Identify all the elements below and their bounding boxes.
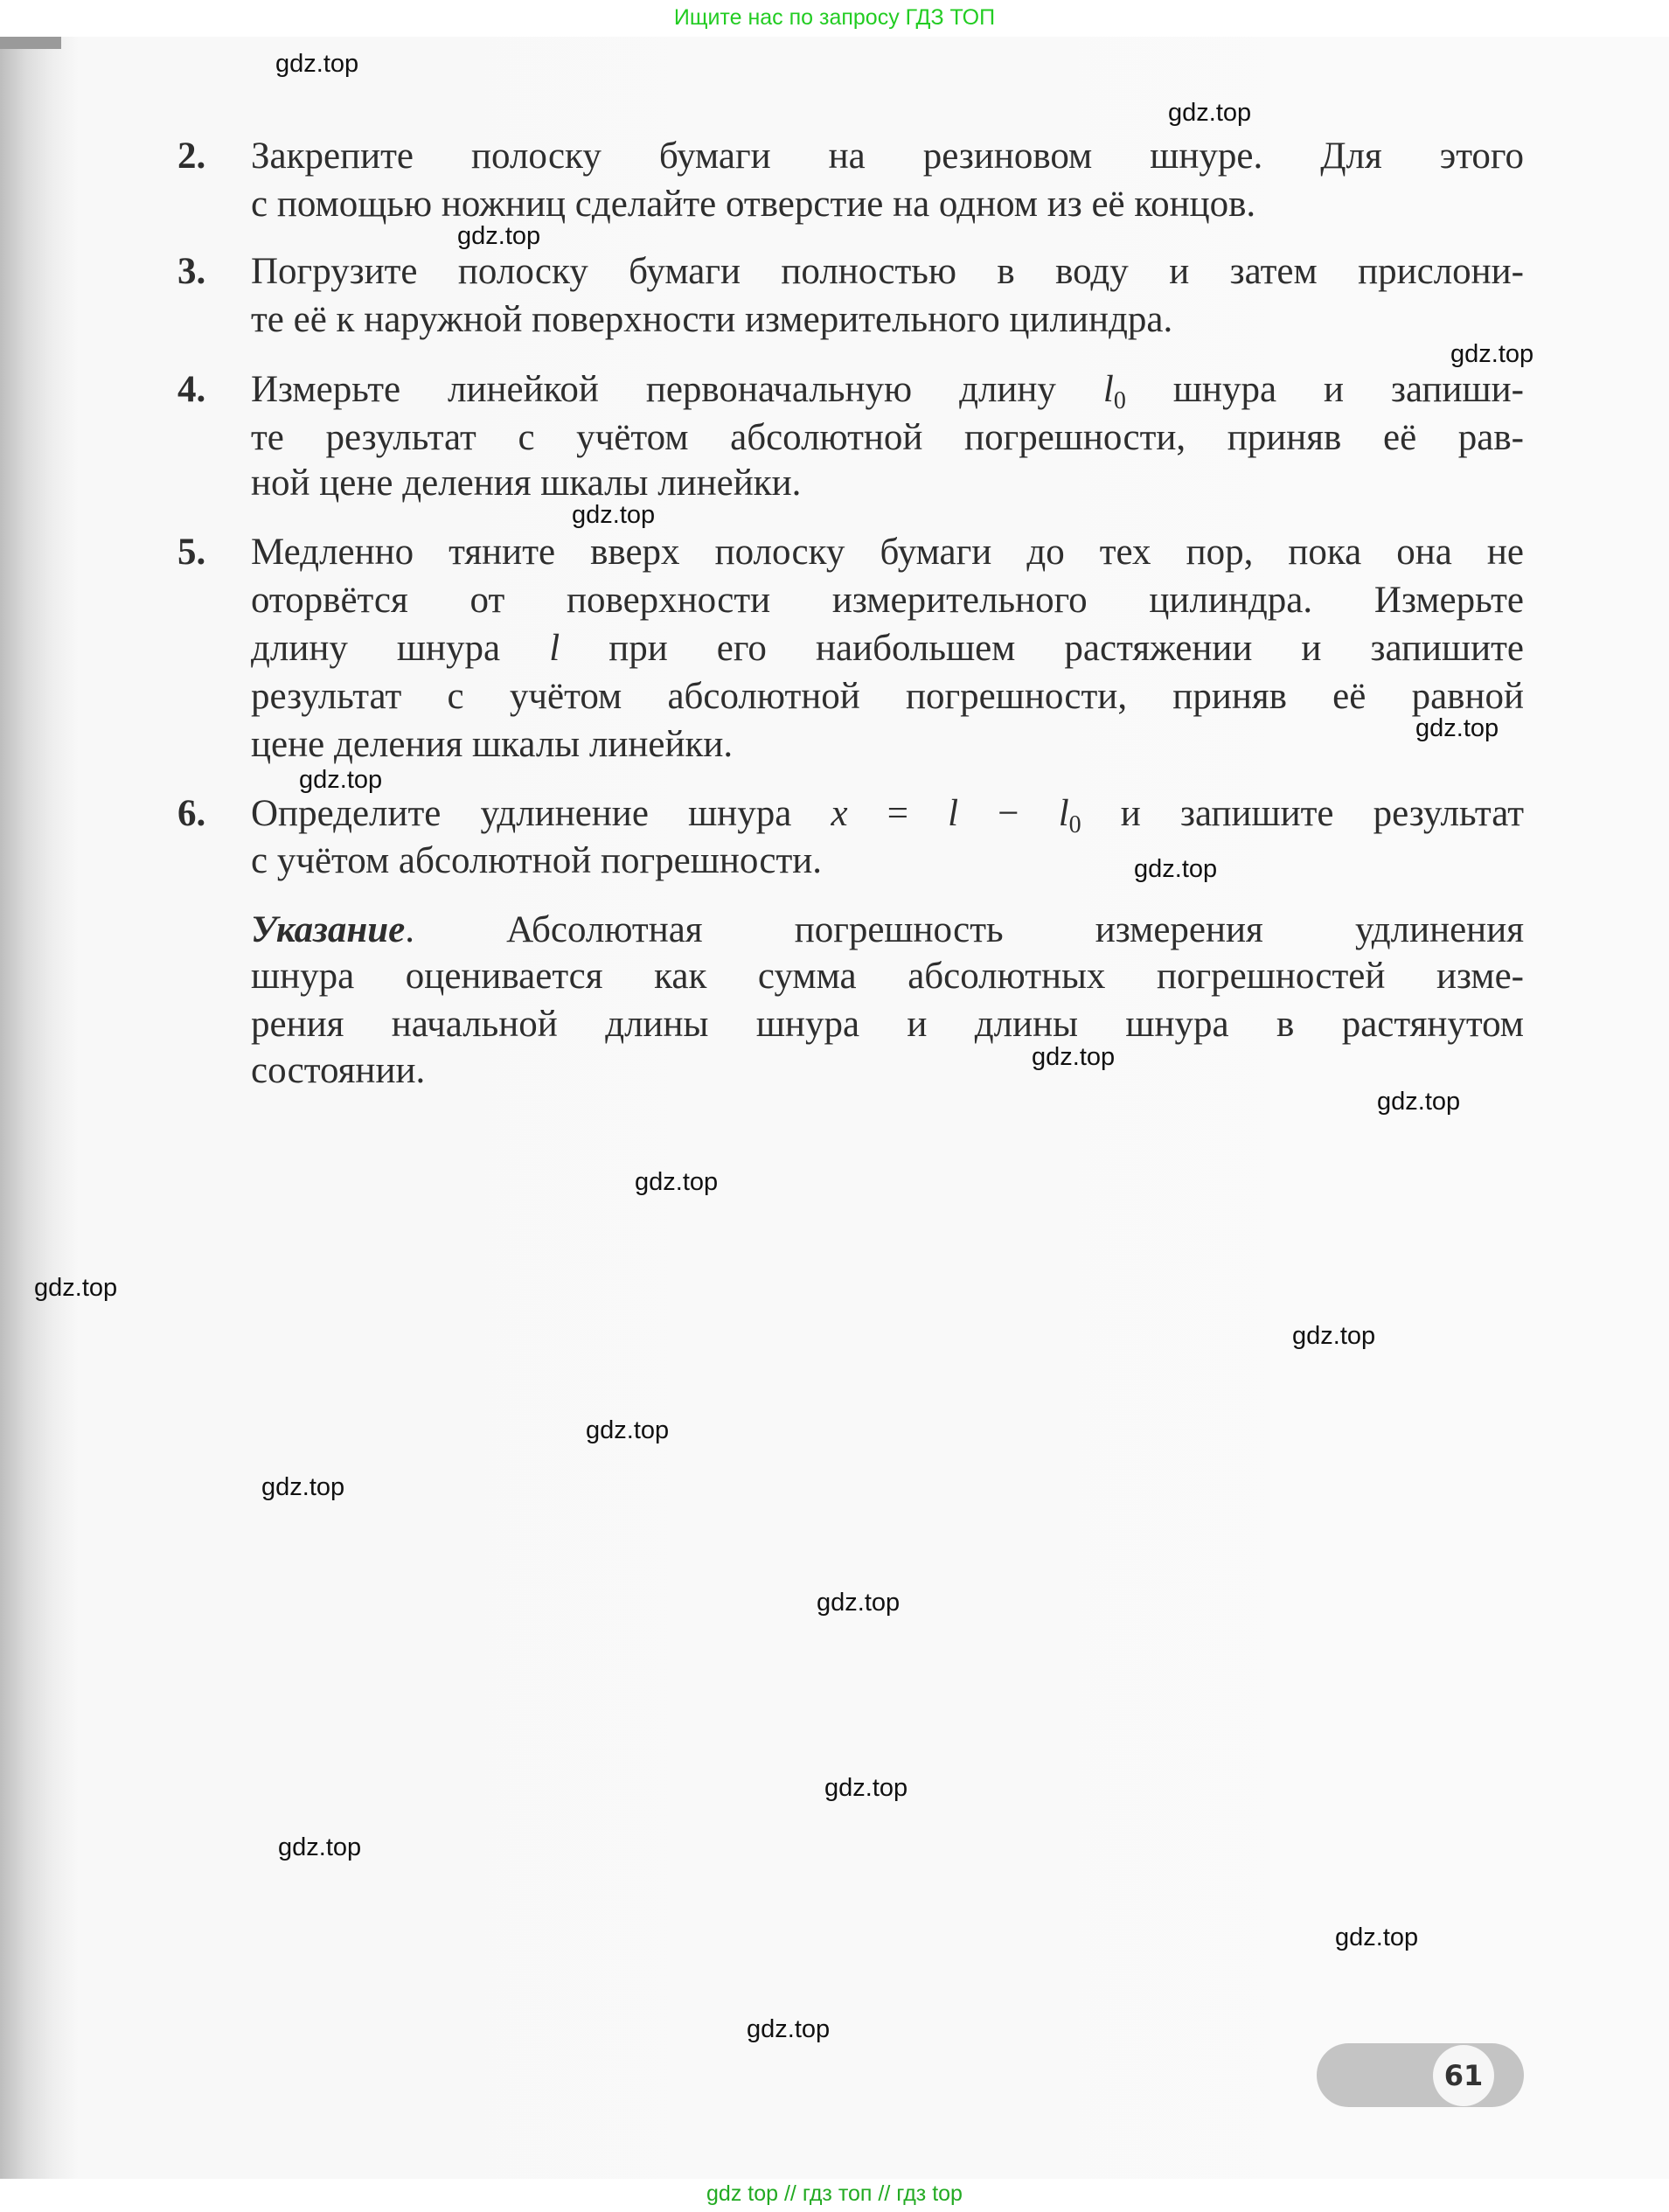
math-symbol: 0 — [1068, 811, 1081, 838]
watermark-link[interactable]: gdz.top — [635, 1168, 719, 1196]
item-number: 2. — [177, 136, 206, 177]
hint-label: Указание — [251, 909, 406, 950]
instruction-line — [251, 723, 1524, 767]
watermark-link[interactable]: gdz.top — [1415, 714, 1499, 742]
text-segment: те результат с учётом абсолютной погрешности, приняв её рав- — [251, 417, 1524, 458]
watermark-link[interactable]: gdz.top — [586, 1416, 670, 1444]
watermark-link[interactable]: gdz.top — [1168, 99, 1252, 127]
text-segment: при его наибольшем растяжении и запишите — [560, 628, 1525, 669]
page-number: 61 — [1433, 2045, 1494, 2106]
footer-links[interactable]: gdz top // гдз топ // гдз top — [0, 2179, 1669, 2212]
instruction-line — [251, 416, 1524, 460]
instruction-line — [251, 135, 1524, 178]
math-symbol: 0 — [1113, 387, 1126, 414]
item-number: 6. — [177, 793, 206, 834]
math-symbol: l — [549, 628, 560, 669]
watermark-link[interactable]: gdz.top — [747, 2015, 831, 2043]
text-segment: Погрузите полоску бумаги полностью в воду и затем прислони- — [251, 251, 1524, 292]
watermark-link[interactable]: gdz.top — [1335, 1923, 1419, 1951]
hint-line — [251, 908, 1524, 952]
math-symbol: l — [948, 793, 959, 834]
page-corner-shadow — [0, 37, 61, 49]
instruction-line — [251, 183, 1524, 226]
instruction-line — [251, 675, 1524, 719]
text-segment: и запишите результат — [1081, 793, 1524, 834]
instruction-line — [251, 531, 1524, 574]
math-symbol: l — [1102, 369, 1114, 410]
text-segment: с учётом абсолютной погрешности. — [251, 840, 823, 881]
watermark-link[interactable]: gdz.top — [572, 501, 656, 529]
watermark-link[interactable]: gdz.top — [34, 1274, 118, 1302]
instruction-line — [251, 839, 1524, 883]
text-segment: Закрепите полоску бумаги на резиновом шнуре. Для этого — [251, 136, 1524, 177]
text-segment: . Абсолютная погрешность измерения удлинения — [405, 909, 1524, 950]
instruction-line — [251, 579, 1524, 623]
item-number: 4. — [177, 369, 206, 410]
watermark-link[interactable]: gdz.top — [457, 222, 541, 250]
watermark-link[interactable]: gdz.top — [1292, 1322, 1376, 1350]
text-segment: = — [847, 793, 949, 834]
text-segment: состоянии. — [251, 1050, 426, 1091]
text-segment: Определите удлинение шнура — [251, 793, 831, 834]
watermark-link[interactable]: gdz.top — [299, 766, 383, 794]
text-segment: − — [958, 793, 1059, 834]
watermark-link[interactable]: gdz.top — [278, 1833, 362, 1861]
watermark-link[interactable]: gdz.top — [275, 50, 359, 78]
instruction-line — [251, 368, 1524, 423]
text-segment: шнура и запиши- — [1125, 369, 1524, 410]
text-segment: с помощью ножниц сделайте отверстие на одном из её концов. — [251, 184, 1256, 225]
watermark-link[interactable]: gdz.top — [261, 1473, 345, 1501]
hint-line — [251, 1003, 1524, 1047]
math-symbol: l — [1058, 793, 1069, 834]
watermark-link[interactable]: gdz.top — [1032, 1043, 1116, 1071]
watermark-link[interactable]: gdz.top — [1377, 1088, 1461, 1116]
item-number: 5. — [177, 532, 206, 573]
text-segment: цене деления шкалы линейки. — [251, 724, 734, 765]
search-banner[interactable]: Ищите нас по запросу ГДЗ ТОП — [0, 0, 1669, 37]
watermark-link[interactable]: gdz.top — [1450, 340, 1534, 368]
text-segment: те её к наружной поверхности измерительного цилиндра. — [251, 299, 1173, 340]
instruction-line — [251, 462, 1524, 505]
text-segment: ной цене деления шкалы линейки. — [251, 463, 802, 504]
instruction-line — [251, 627, 1524, 671]
instruction-line — [251, 250, 1524, 294]
text-segment: Медленно тяните вверх полоску бумаги до тех пор, пока она не — [251, 532, 1524, 573]
text-segment: рения начальной длины шнура и длины шнура в растянутом — [251, 1004, 1524, 1045]
instruction-line — [251, 298, 1524, 342]
watermark-link[interactable]: gdz.top — [817, 1589, 901, 1617]
item-number: 3. — [177, 251, 206, 292]
watermark-link[interactable]: gdz.top — [1134, 855, 1218, 883]
math-symbol: x — [831, 793, 848, 834]
text-segment: шнура оценивается как сумма абсолютных погрешностей изме- — [251, 956, 1524, 997]
hint-line — [251, 955, 1524, 998]
hint-line — [251, 1049, 1524, 1093]
text-segment: Измерьте линейкой первоначальную длину — [251, 369, 1103, 410]
text-segment: оторвётся от поверхности измерительного цилиндра. Измерьте — [251, 580, 1524, 621]
text-segment: результат с учётом абсолютной погрешности, приняв её равной — [251, 676, 1524, 717]
text-segment: длину шнура — [251, 628, 550, 669]
watermark-link[interactable]: gdz.top — [824, 1774, 908, 1802]
